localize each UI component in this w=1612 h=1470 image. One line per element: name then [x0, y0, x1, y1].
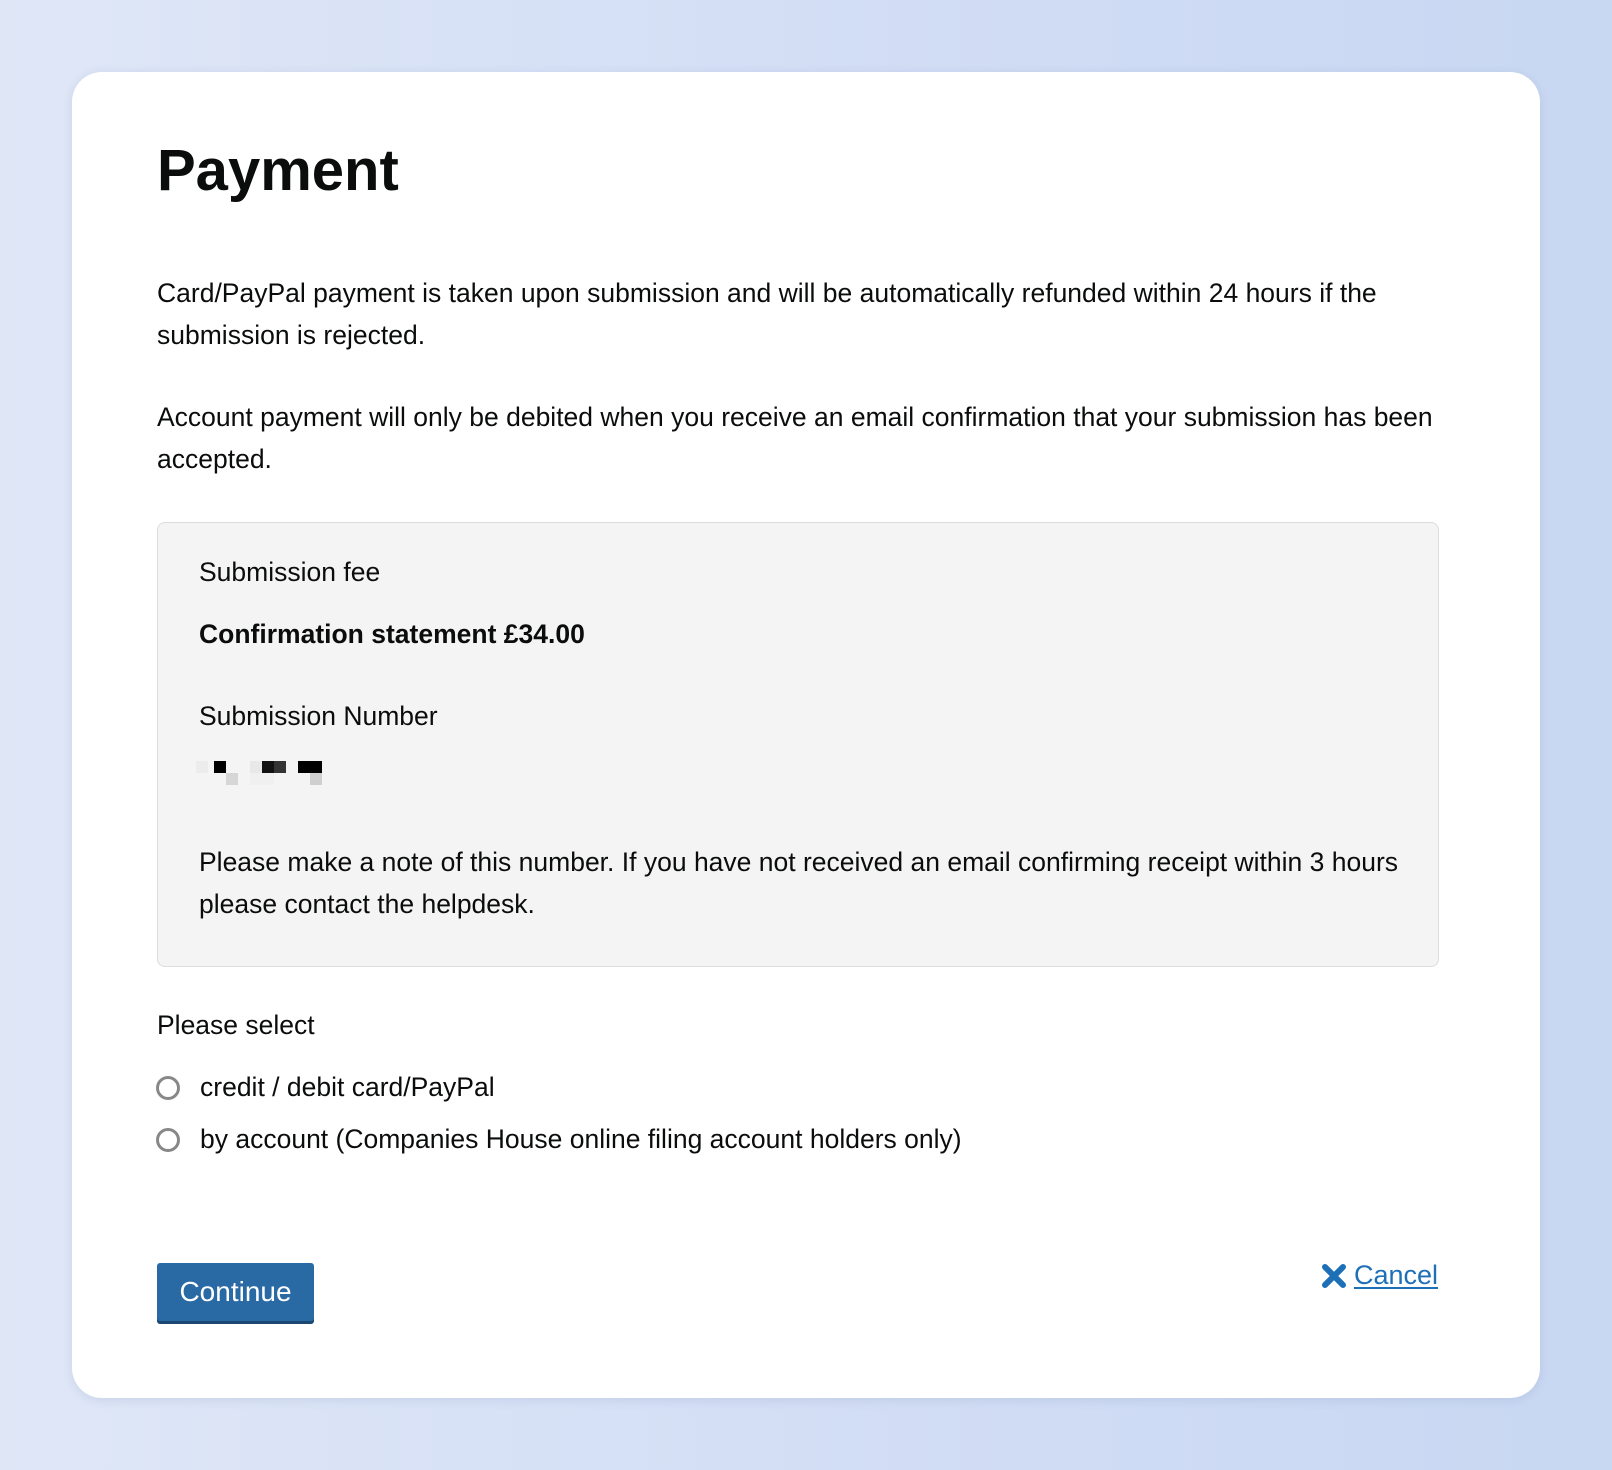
cancel-link-label[interactable]: Cancel	[1353, 1260, 1438, 1290]
payment-option-account-label: by account (Companies House online filing account holders only)	[200, 1124, 962, 1154]
payment-card	[72, 72, 1540, 1398]
payment-option-card-label: credit / debit card/PayPal	[200, 1072, 495, 1102]
submission-number-redacted	[196, 761, 336, 791]
close-icon	[1320, 1262, 1348, 1290]
radio-account[interactable]	[156, 1128, 180, 1152]
submission-number-note: Please make a note of this number. If you have not received an email confirming receipt within 3 hours please contact the helpdesk.	[199, 847, 1399, 919]
submission-number-label: Submission Number	[199, 701, 438, 731]
intro-card-paypal: Card/PayPal payment is taken upon submission and will be automatically refunded within 24 hours if the submission is rejected.	[157, 278, 1377, 350]
submission-fee-value: Confirmation statement £34.00	[199, 619, 585, 649]
payment-option-card[interactable]	[156, 1072, 495, 1103]
radio-card[interactable]	[156, 1076, 180, 1100]
fee-panel	[157, 522, 1439, 967]
submission-fee-label: Submission fee	[199, 557, 381, 587]
page-title: Payment	[157, 138, 399, 203]
continue-button[interactable]: Continue	[157, 1263, 314, 1321]
payment-method-label: Please select	[157, 1010, 315, 1040]
payment-option-account[interactable]	[156, 1124, 962, 1155]
intro-account: Account payment will only be debited when you receive an email confirmation that your submission has been accepted.	[157, 402, 1433, 474]
cancel-link[interactable]	[1320, 1260, 1438, 1291]
